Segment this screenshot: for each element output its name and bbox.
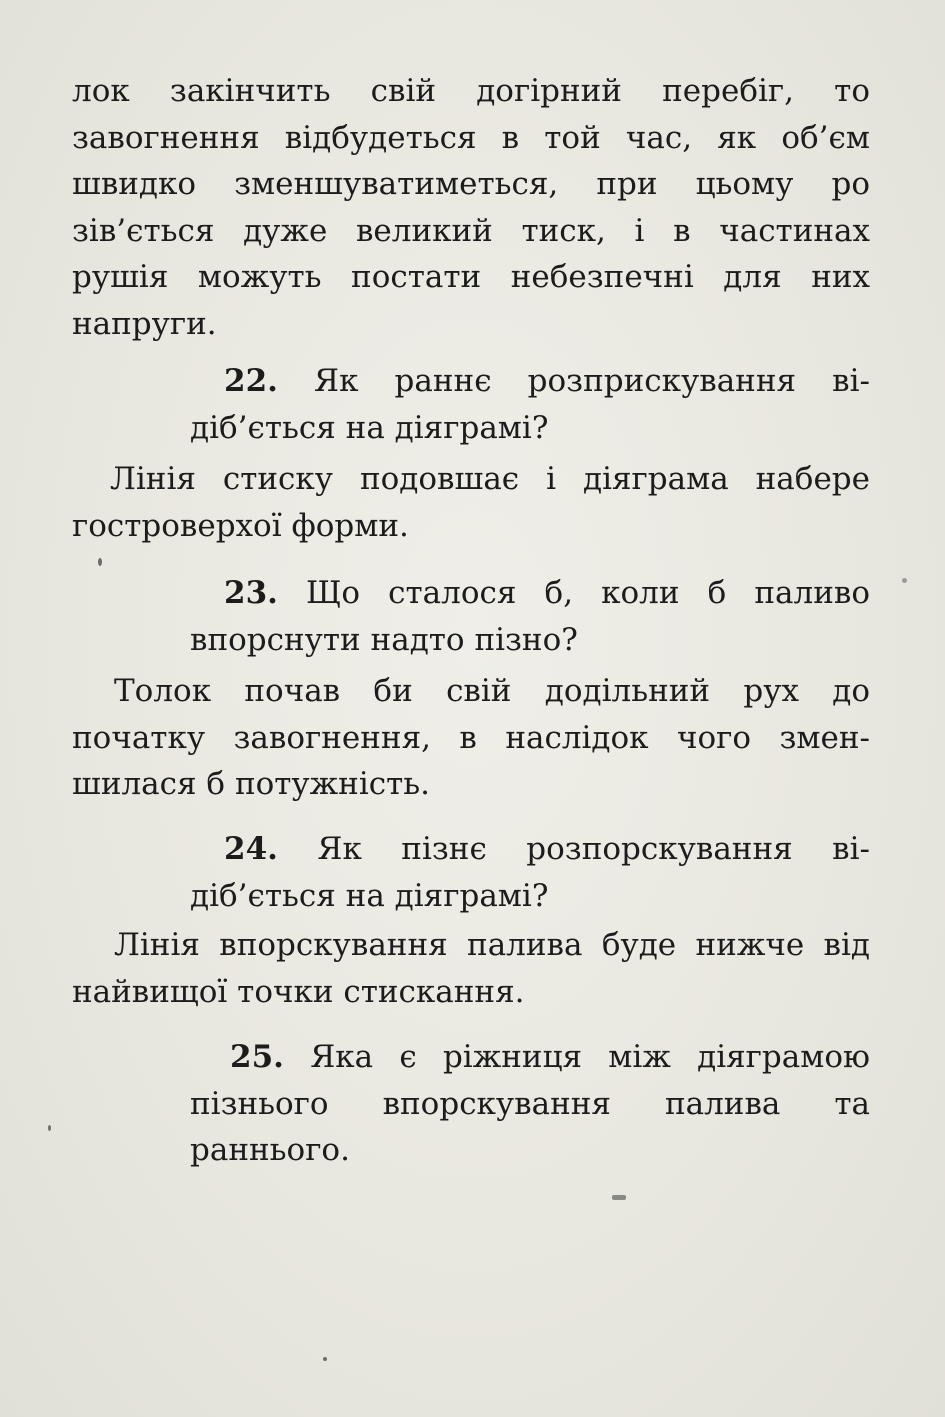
question-text: впорснути надто пізно? bbox=[190, 621, 578, 658]
intro-line: завогнення відбудеться в той час, як об’єм bbox=[72, 119, 870, 156]
answer-line: шилася б потужність. bbox=[72, 766, 430, 802]
question-text: пізнього впорскування палива та bbox=[190, 1085, 870, 1122]
answer-line: найвищої точки стискання. bbox=[72, 973, 525, 1010]
question-25 bbox=[190, 1034, 870, 1174]
question-number: 24. bbox=[224, 831, 278, 867]
intro-line: рушія можуть постати небезпечні для них bbox=[72, 259, 870, 295]
answer-23 bbox=[72, 668, 870, 808]
question-number: 22. bbox=[224, 363, 278, 399]
question-number: 25. bbox=[230, 1039, 284, 1075]
paper-speck bbox=[612, 1195, 626, 1200]
answer-line: гостроверхої форми. bbox=[72, 507, 409, 544]
paper-speck bbox=[48, 1125, 51, 1131]
question-text: Як пізнє розпорскування ві- bbox=[317, 831, 870, 867]
answer-line: Лінія впорскування палива буде нижче від bbox=[114, 927, 870, 963]
intro-line: лок закінчить свій догірний перебіг, то bbox=[72, 73, 870, 109]
answer-24 bbox=[72, 922, 870, 1015]
question-number: 23. bbox=[224, 575, 278, 611]
answer-line: початку завогнення, в наслідок чого змен- bbox=[72, 719, 870, 756]
paper-speck bbox=[98, 558, 102, 566]
question-text: Як раннє розприскування ві- bbox=[314, 363, 870, 399]
question-22 bbox=[190, 358, 870, 451]
intro-line: зів’ється дуже великий тиск, і в частинах bbox=[72, 212, 870, 249]
answer-line: Лінія стиску подовшає і діяграма набере bbox=[110, 461, 870, 497]
answer-22 bbox=[72, 456, 870, 549]
paper-speck bbox=[323, 1357, 327, 1361]
question-text: діб’ється на діяграмі? bbox=[190, 409, 549, 446]
question-text: раннього. bbox=[190, 1132, 350, 1168]
question-text: Що сталося б, коли б паливо bbox=[306, 575, 870, 611]
question-23 bbox=[190, 570, 870, 663]
intro-line: швидко зменшуватиметься, при цьому ро bbox=[72, 166, 870, 202]
question-24 bbox=[190, 826, 870, 919]
intro-paragraph bbox=[72, 68, 870, 347]
intro-line: напруги. bbox=[72, 305, 217, 342]
question-text: Яка є ріжниця між діяграмою bbox=[310, 1039, 871, 1075]
paper-speck bbox=[902, 578, 907, 583]
question-text: діб’ється на діяграмі? bbox=[190, 877, 549, 914]
answer-line: Толок почав би свій додільний рух до bbox=[114, 673, 870, 709]
